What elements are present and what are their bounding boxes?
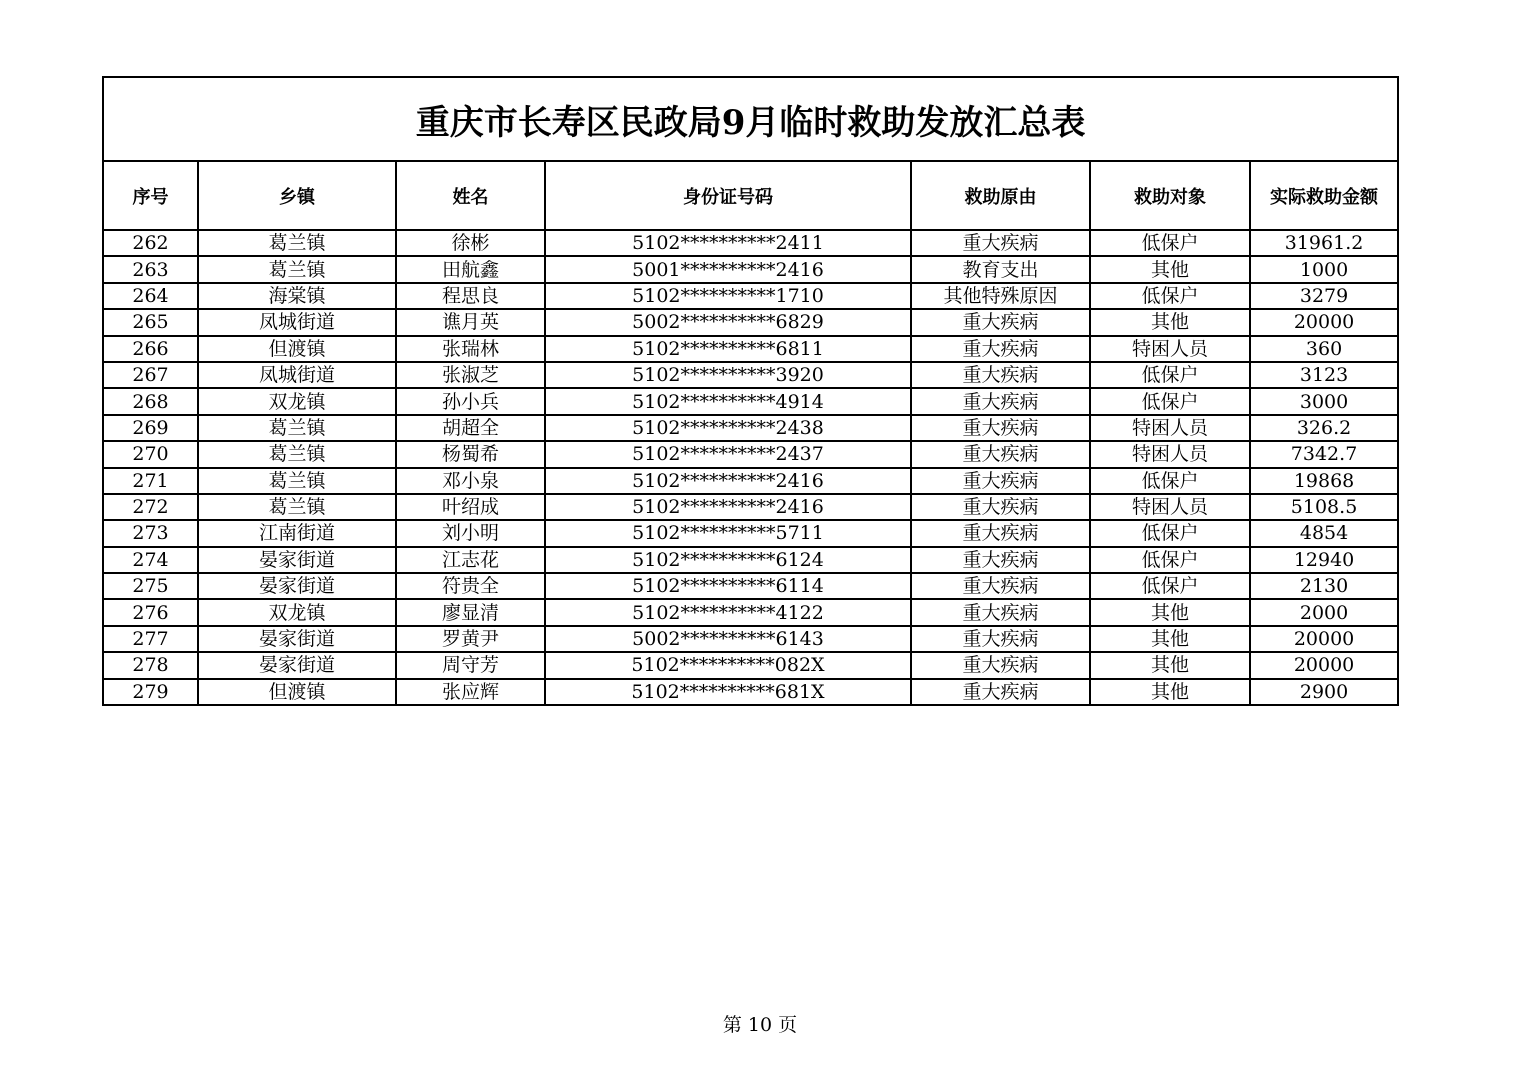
amount-cell: 31961.2 <box>1250 230 1398 256</box>
reason-cell: 重大疾病 <box>911 626 1090 652</box>
amount-cell: 5108.5 <box>1250 494 1398 520</box>
table-row <box>103 256 1398 282</box>
recipient-type-cell: 低保户 <box>1090 520 1250 546</box>
index-cell: 264 <box>103 283 198 309</box>
table-row <box>103 547 1398 573</box>
recipient-type-cell: 特困人员 <box>1090 441 1250 467</box>
id-number-cell: 5102**********082X <box>545 652 911 678</box>
amount-cell: 20000 <box>1250 309 1398 335</box>
recipient-type-cell: 其他 <box>1090 599 1250 625</box>
amount-cell: 3279 <box>1250 283 1398 309</box>
reason-cell: 重大疾病 <box>911 336 1090 362</box>
id-number-cell: 5102**********6124 <box>545 547 911 573</box>
id-number-cell: 5102**********2438 <box>545 415 911 441</box>
amount-cell: 20000 <box>1250 652 1398 678</box>
table-title: 重庆市长寿区民政局9月临时救助发放汇总表 <box>103 77 1398 161</box>
index-cell: 271 <box>103 468 198 494</box>
name-cell: 周守芳 <box>396 652 545 678</box>
recipient-type-cell: 特困人员 <box>1090 494 1250 520</box>
reason-cell: 重大疾病 <box>911 599 1090 625</box>
page-number: 第 10 页 <box>722 1014 798 1036</box>
column-header-township: 乡镇 <box>198 161 396 230</box>
recipient-type-cell: 其他 <box>1090 256 1250 282</box>
amount-cell: 19868 <box>1250 468 1398 494</box>
id-number-cell: 5002**********6143 <box>545 626 911 652</box>
recipient-type-cell: 低保户 <box>1090 468 1250 494</box>
index-cell: 265 <box>103 309 198 335</box>
id-number-cell: 5102**********6114 <box>545 573 911 599</box>
amount-cell: 2130 <box>1250 573 1398 599</box>
table-row <box>103 336 1398 362</box>
name-cell: 江志花 <box>396 547 545 573</box>
title-row <box>103 77 1398 161</box>
amount-cell: 2900 <box>1250 679 1398 705</box>
name-cell: 孙小兵 <box>396 388 545 414</box>
name-cell: 张淑芝 <box>396 362 545 388</box>
index-cell: 269 <box>103 415 198 441</box>
table-row <box>103 309 1398 335</box>
reason-cell: 重大疾病 <box>911 679 1090 705</box>
township-cell: 葛兰镇 <box>198 468 396 494</box>
table-row <box>103 494 1398 520</box>
index-cell: 277 <box>103 626 198 652</box>
name-cell: 邓小泉 <box>396 468 545 494</box>
id-number-cell: 5002**********6829 <box>545 309 911 335</box>
column-header-reason: 救助原由 <box>911 161 1090 230</box>
reason-cell: 重大疾病 <box>911 388 1090 414</box>
township-cell: 凤城街道 <box>198 309 396 335</box>
table-row <box>103 652 1398 678</box>
amount-cell: 3123 <box>1250 362 1398 388</box>
township-cell: 晏家街道 <box>198 652 396 678</box>
header-row <box>103 161 1398 230</box>
name-cell: 胡超全 <box>396 415 545 441</box>
table-row <box>103 362 1398 388</box>
id-number-cell: 5102**********4914 <box>545 388 911 414</box>
township-cell: 葛兰镇 <box>198 230 396 256</box>
township-cell: 葛兰镇 <box>198 256 396 282</box>
relief-summary-table <box>102 76 1399 706</box>
recipient-type-cell: 其他 <box>1090 626 1250 652</box>
reason-cell: 重大疾病 <box>911 520 1090 546</box>
id-number-cell: 5102**********2416 <box>545 468 911 494</box>
amount-cell: 20000 <box>1250 626 1398 652</box>
reason-cell: 重大疾病 <box>911 230 1090 256</box>
index-cell: 275 <box>103 573 198 599</box>
column-header-name: 姓名 <box>396 161 545 230</box>
township-cell: 葛兰镇 <box>198 494 396 520</box>
id-number-cell: 5001**********2416 <box>545 256 911 282</box>
id-number-cell: 5102**********4122 <box>545 599 911 625</box>
recipient-type-cell: 其他 <box>1090 679 1250 705</box>
reason-cell: 重大疾病 <box>911 441 1090 467</box>
id-number-cell: 5102**********6811 <box>545 336 911 362</box>
index-cell: 278 <box>103 652 198 678</box>
table-row <box>103 626 1398 652</box>
amount-cell: 360 <box>1250 336 1398 362</box>
index-cell: 267 <box>103 362 198 388</box>
table-row <box>103 679 1398 705</box>
recipient-type-cell: 其他 <box>1090 652 1250 678</box>
id-number-cell: 5102**********2437 <box>545 441 911 467</box>
reason-cell: 重大疾病 <box>911 652 1090 678</box>
id-number-cell: 5102**********2411 <box>545 230 911 256</box>
name-cell: 刘小明 <box>396 520 545 546</box>
name-cell: 程思良 <box>396 283 545 309</box>
name-cell: 张瑞林 <box>396 336 545 362</box>
column-header-recipient-type: 救助对象 <box>1090 161 1250 230</box>
reason-cell: 重大疾病 <box>911 362 1090 388</box>
recipient-type-cell: 低保户 <box>1090 573 1250 599</box>
reason-cell: 重大疾病 <box>911 573 1090 599</box>
reason-cell: 重大疾病 <box>911 494 1090 520</box>
table-row <box>103 468 1398 494</box>
amount-cell: 7342.7 <box>1250 441 1398 467</box>
township-cell: 双龙镇 <box>198 388 396 414</box>
reason-cell: 重大疾病 <box>911 309 1090 335</box>
id-number-cell: 5102**********3920 <box>545 362 911 388</box>
table-row <box>103 283 1398 309</box>
index-cell: 273 <box>103 520 198 546</box>
name-cell: 符贵全 <box>396 573 545 599</box>
amount-cell: 326.2 <box>1250 415 1398 441</box>
table-row <box>103 520 1398 546</box>
township-cell: 葛兰镇 <box>198 415 396 441</box>
id-number-cell: 5102**********1710 <box>545 283 911 309</box>
amount-cell: 12940 <box>1250 547 1398 573</box>
township-cell: 江南街道 <box>198 520 396 546</box>
reason-cell: 重大疾病 <box>911 547 1090 573</box>
name-cell: 徐彬 <box>396 230 545 256</box>
index-cell: 270 <box>103 441 198 467</box>
reason-cell: 重大疾病 <box>911 415 1090 441</box>
table-row <box>103 573 1398 599</box>
table-row <box>103 599 1398 625</box>
report-sheet <box>102 76 1397 706</box>
column-header-amount: 实际救助金额 <box>1250 161 1398 230</box>
index-cell: 279 <box>103 679 198 705</box>
township-cell: 晏家街道 <box>198 547 396 573</box>
column-header-id-number: 身份证号码 <box>545 161 911 230</box>
index-cell: 268 <box>103 388 198 414</box>
name-cell: 杨蜀希 <box>396 441 545 467</box>
recipient-type-cell: 低保户 <box>1090 230 1250 256</box>
column-header-index: 序号 <box>103 161 198 230</box>
name-cell: 罗黄尹 <box>396 626 545 652</box>
table-row <box>103 441 1398 467</box>
table-row <box>103 230 1398 256</box>
amount-cell: 1000 <box>1250 256 1398 282</box>
reason-cell: 其他特殊原因 <box>911 283 1090 309</box>
township-cell: 晏家街道 <box>198 573 396 599</box>
township-cell: 葛兰镇 <box>198 441 396 467</box>
index-cell: 263 <box>103 256 198 282</box>
index-cell: 262 <box>103 230 198 256</box>
recipient-type-cell: 其他 <box>1090 309 1250 335</box>
reason-cell: 重大疾病 <box>911 468 1090 494</box>
reason-cell: 教育支出 <box>911 256 1090 282</box>
index-cell: 272 <box>103 494 198 520</box>
amount-cell: 3000 <box>1250 388 1398 414</box>
index-cell: 266 <box>103 336 198 362</box>
recipient-type-cell: 低保户 <box>1090 547 1250 573</box>
table-row <box>103 415 1398 441</box>
name-cell: 田航鑫 <box>396 256 545 282</box>
name-cell: 廖显清 <box>396 599 545 625</box>
table-row <box>103 388 1398 414</box>
table-body <box>103 230 1398 705</box>
name-cell: 谯月英 <box>396 309 545 335</box>
amount-cell: 4854 <box>1250 520 1398 546</box>
township-cell: 双龙镇 <box>198 599 396 625</box>
name-cell: 叶绍成 <box>396 494 545 520</box>
index-cell: 276 <box>103 599 198 625</box>
township-cell: 但渡镇 <box>198 336 396 362</box>
amount-cell: 2000 <box>1250 599 1398 625</box>
recipient-type-cell: 特困人员 <box>1090 415 1250 441</box>
recipient-type-cell: 低保户 <box>1090 388 1250 414</box>
township-cell: 晏家街道 <box>198 626 396 652</box>
township-cell: 海棠镇 <box>198 283 396 309</box>
recipient-type-cell: 特困人员 <box>1090 336 1250 362</box>
name-cell: 张应辉 <box>396 679 545 705</box>
township-cell: 但渡镇 <box>198 679 396 705</box>
id-number-cell: 5102**********5711 <box>545 520 911 546</box>
recipient-type-cell: 低保户 <box>1090 283 1250 309</box>
index-cell: 274 <box>103 547 198 573</box>
id-number-cell: 5102**********681X <box>545 679 911 705</box>
township-cell: 凤城街道 <box>198 362 396 388</box>
id-number-cell: 5102**********2416 <box>545 494 911 520</box>
recipient-type-cell: 低保户 <box>1090 362 1250 388</box>
